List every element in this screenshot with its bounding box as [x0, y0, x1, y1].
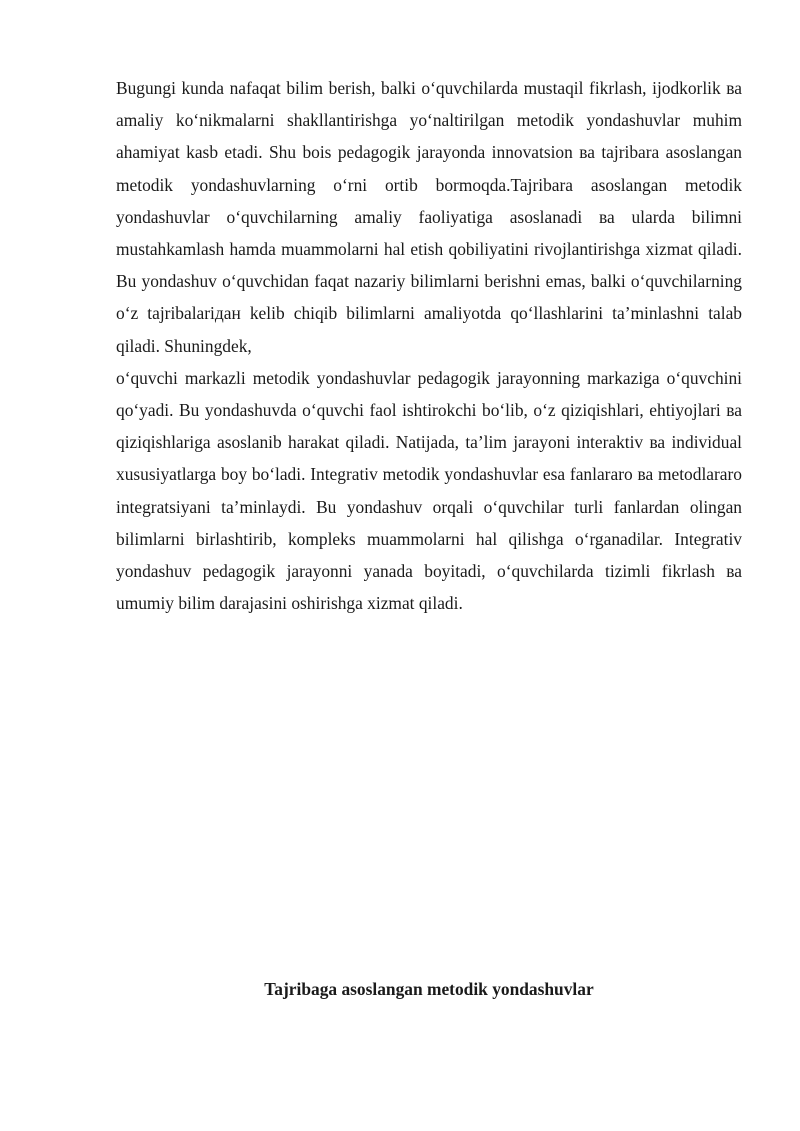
paragraph-1: Bugungi kunda nafaqat bilim berish, balki o‘quvchilarda mustaqil fikrlash, ijodkorlik ва amaliy ko‘nikmalarni shakllantirishga yo‘naltirilgan metodik yondashuvlar muhim ahamiyat kasb etadi. Shu bois pedagogik jarayonda innovatsion ва tajribara asoslangan metodik yondashuvlarning o‘rni ortib bormoqda.Tajribara asoslangan metodik yondashuvlar o‘quvchilarning amaliy faoliyatiga asoslanadi ва ularda bilimni mustahkamlash hamda muammolarni hal etish qobiliyatini rivojlantirishga xizmat qiladi. Bu yondashuv o‘quvchidan faqat nazariy bilimlarni berishni emas, balki o‘quvchilarning o‘z tajribalariдан kelib chiqib bilimlarni amaliyotda qo‘llashlarini ta’minlashni talab qiladi. Shuningdek, — [116, 78, 742, 356]
body-text — [116, 72, 742, 619]
paragraph-2: o‘quvchi markazli metodik yondashuvlar pedagogik jarayonning markaziga o‘quvchini qo‘yadi. Bu yondashuvda o‘quvchi faol ishtirokchi bo‘lib, o‘z qiziqishlari, ehtiyojlari ва qiziqishlariga asoslanib harakat qiladi. Natijada, ta’lim jarayoni interaktiv ва individual xususiyatlarga boy bo‘ladi. Integrativ metodik yondashuvlar esa fanlararo ва metodlararo integratsiyani ta’minlaydi. Bu yondashuv orqali o‘quvchilar turli fanlardan olingan bilimlarni birlashtirib, kompleks muammolarni hal qilishga o‘rganadilar. Integrativ yondashuv pedagogik jarayonni yanada boyitadi, o‘quvchilarda tizimli fikrlash ва umumiy bilim darajasini oshirishga xizmat qiladi. — [116, 367, 742, 614]
section-heading: Tajribaga asoslangan metodik yondashuvlar — [264, 979, 594, 999]
